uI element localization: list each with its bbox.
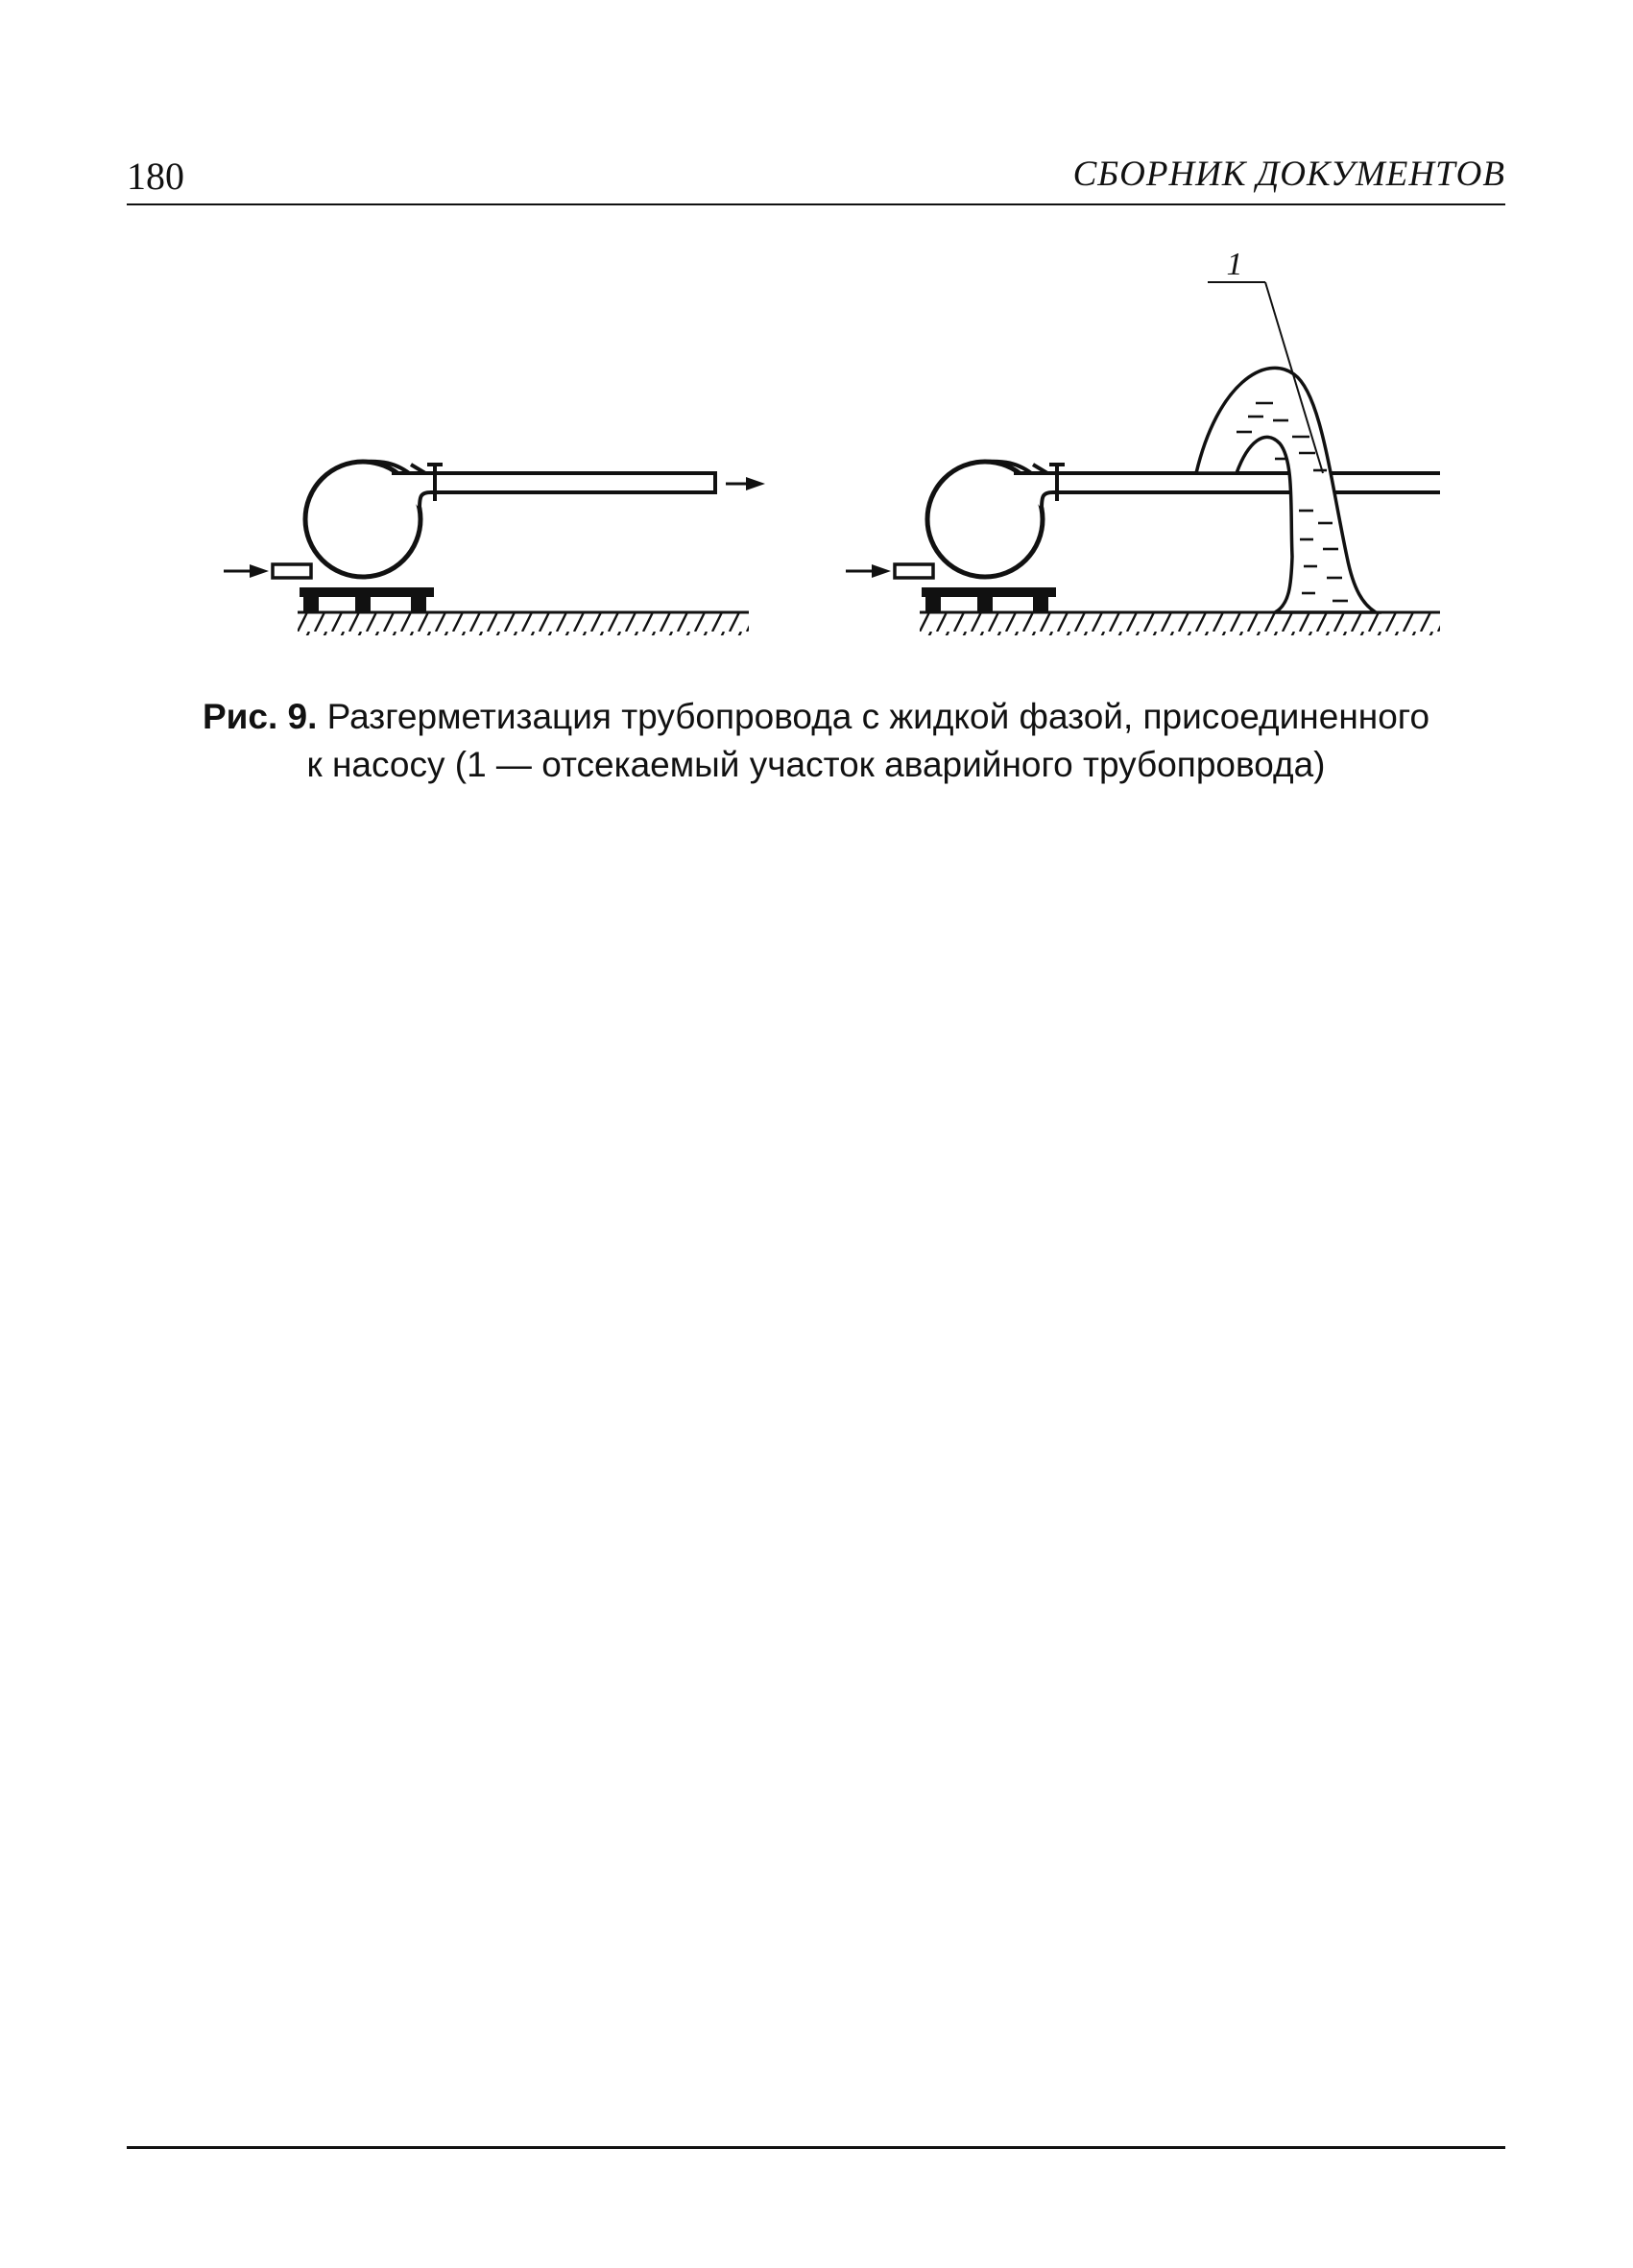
header-rule — [127, 203, 1505, 205]
discharge-pipe — [392, 473, 715, 509]
pump-base — [922, 587, 1056, 612]
inlet-arrow-icon — [846, 564, 891, 578]
caption-text-1: Разгерметизация трубопровода с жидкой фазой, присоединенного — [326, 697, 1430, 736]
caption-line-2: к насосу (1 — отсекаемый участок аварийного трубопровода) — [306, 745, 1326, 784]
suction-pipe — [895, 564, 933, 578]
callout-label: 1 — [1226, 247, 1243, 282]
discharge-pipe — [1014, 473, 1440, 509]
suction-pipe — [273, 564, 311, 578]
ground-hatch — [920, 612, 1440, 635]
pump-normal — [224, 462, 765, 635]
figure-9-diagram — [192, 240, 1440, 643]
outlet-arrow-icon — [726, 477, 765, 490]
caption-line-1 — [127, 693, 1505, 741]
pump-base — [300, 587, 434, 612]
pump-leak — [846, 247, 1440, 635]
running-title: СБОРНИК ДОКУМЕНТОВ — [1072, 155, 1505, 194]
ground-hatch — [298, 612, 749, 635]
figure-caption — [127, 693, 1505, 789]
caption-label: Рис. 9. — [202, 697, 318, 736]
inlet-arrow-icon — [224, 564, 269, 578]
footer-rule — [127, 2146, 1505, 2149]
page-header — [127, 154, 1505, 200]
page-number: 180 — [127, 155, 184, 198]
